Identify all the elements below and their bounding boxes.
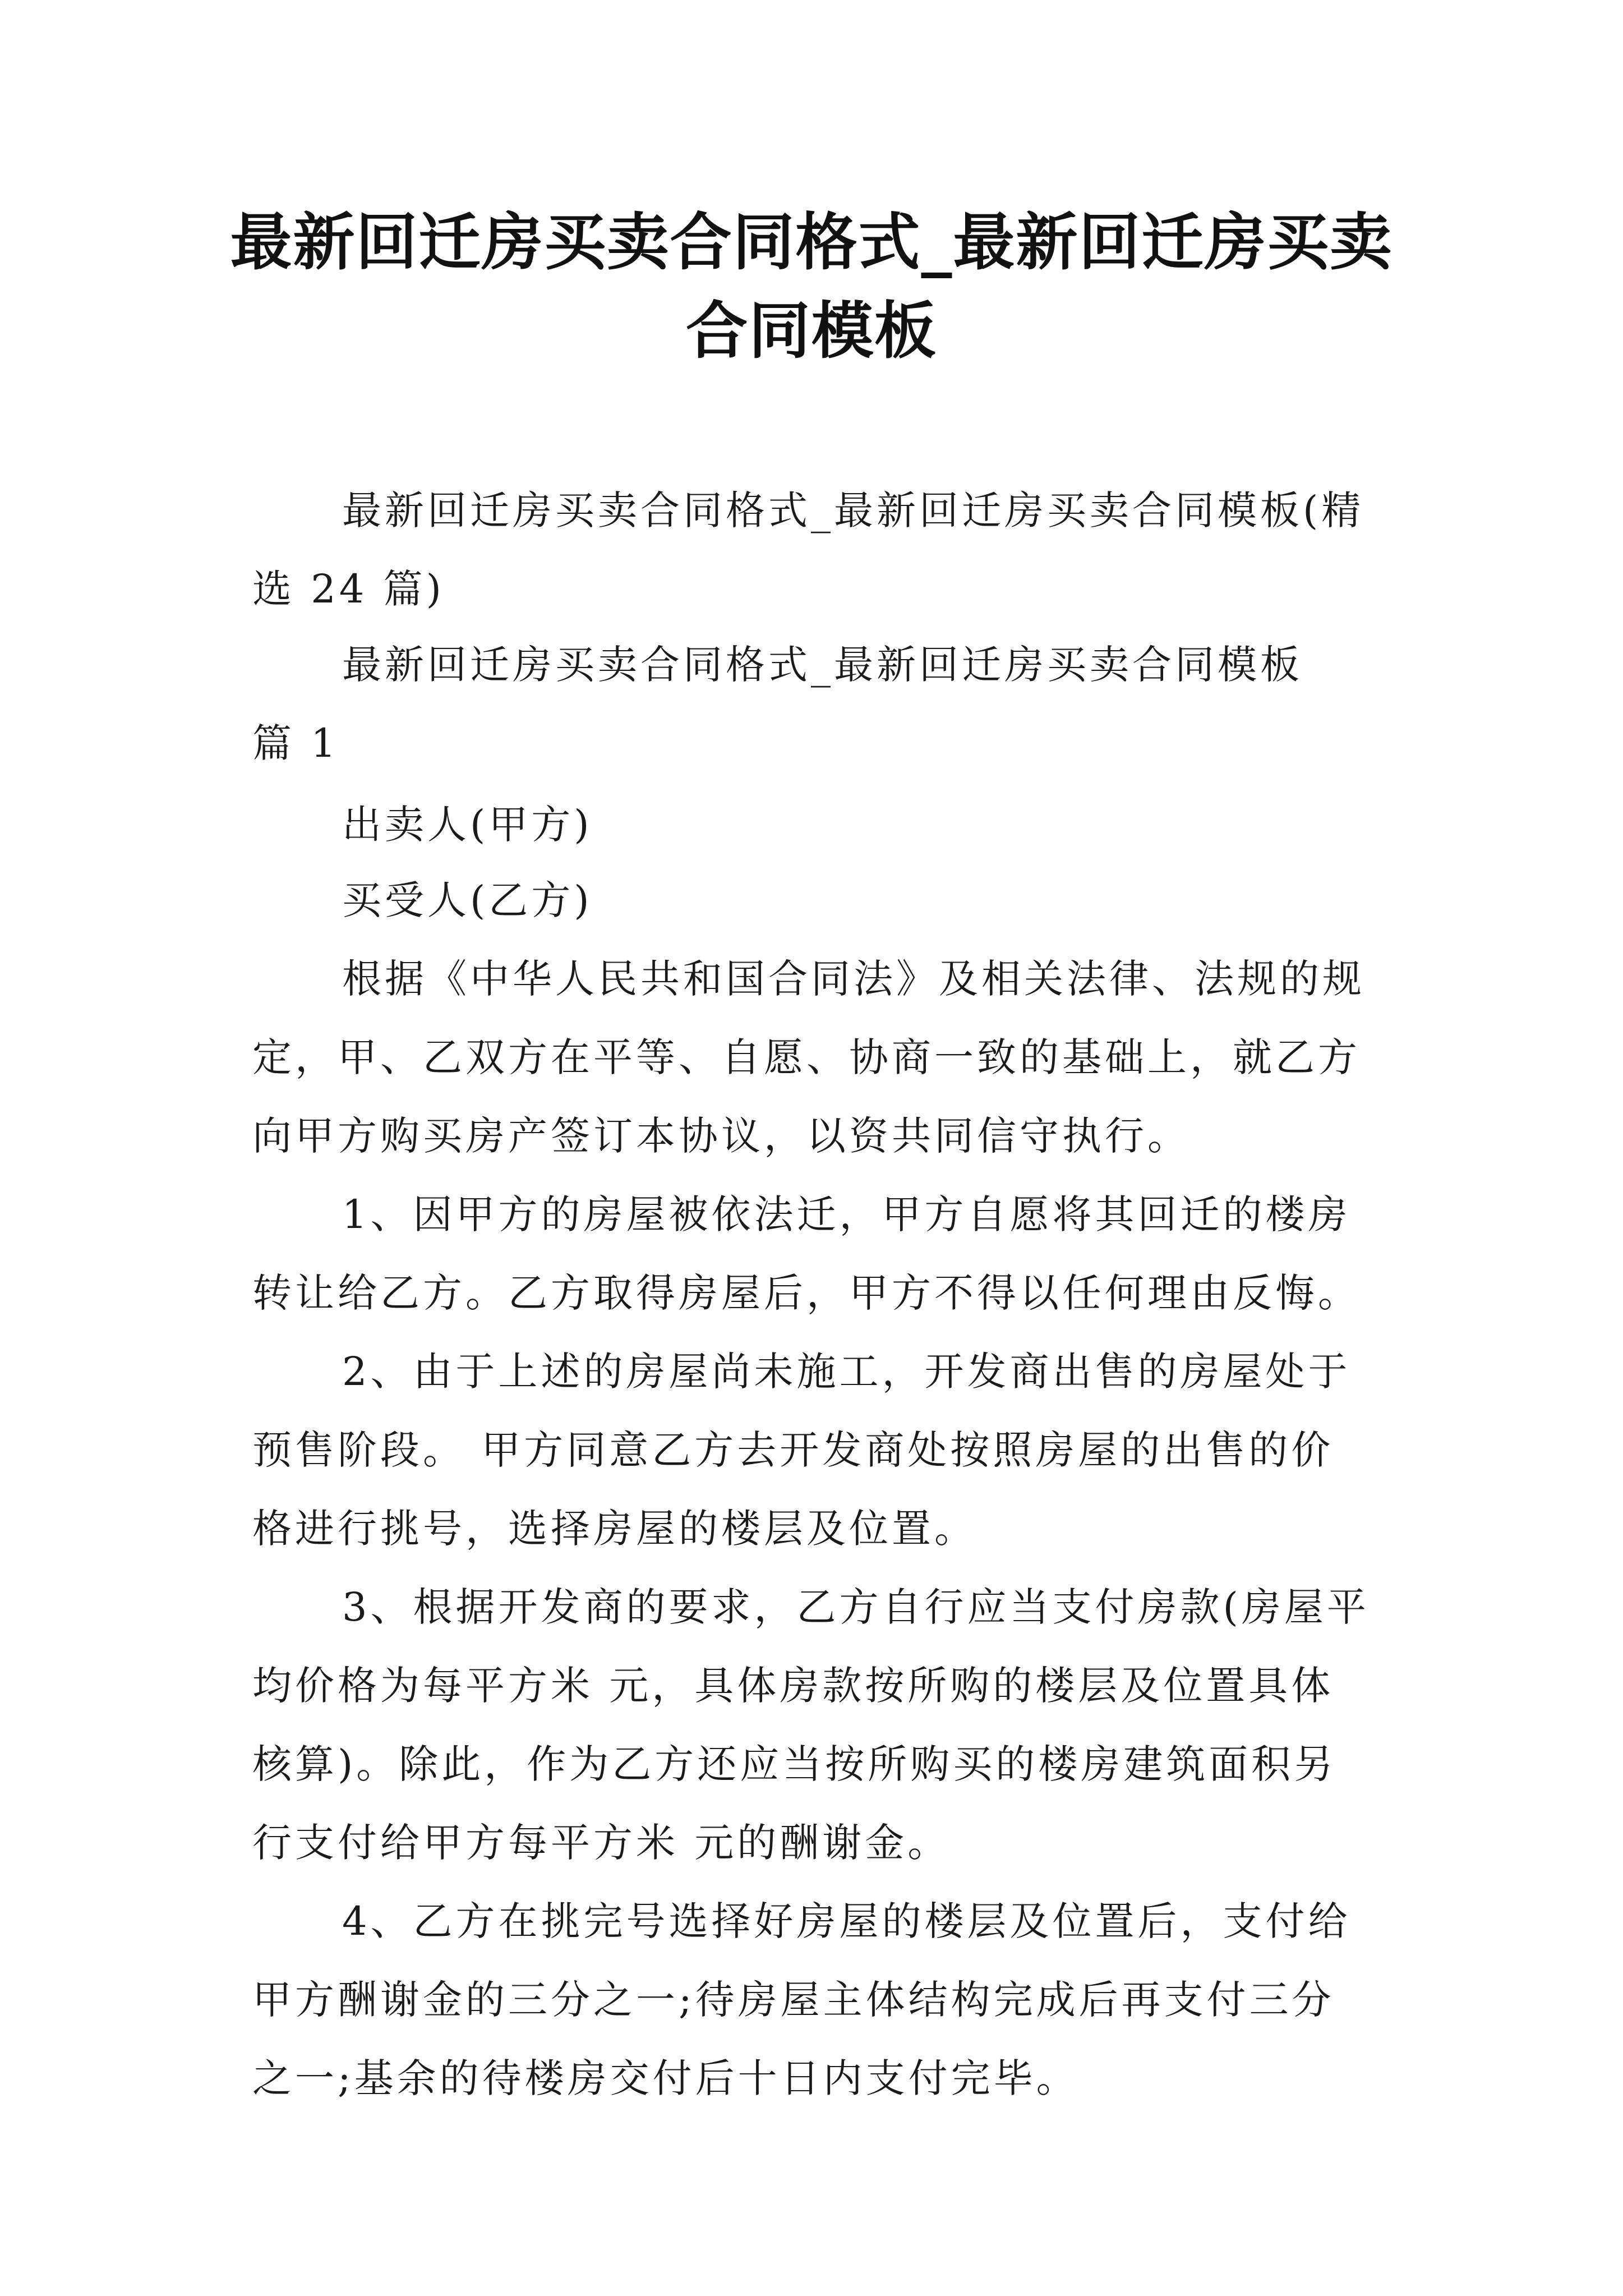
seller-line: 出卖人(甲方) bbox=[342, 802, 593, 848]
clause-2-line-3: 格进行挑号，选择房屋的楼层及位置。 bbox=[252, 1506, 977, 1552]
preamble-line-2: 定，甲、乙双方在平等、自愿、协商一致的基础上，就乙方 bbox=[252, 1034, 1361, 1080]
clause-3-line-3: 核算)。除此，作为乙方还应当按所购买的楼房建筑面积另 bbox=[252, 1741, 1337, 1787]
section-heading-line-2: 篇 1 bbox=[252, 720, 339, 766]
clause-4-line-2: 甲方酬谢金的三分之一;待房屋主体结构完成后再支付三分 bbox=[252, 1977, 1335, 2023]
intro-line-2: 选 24 篇) bbox=[252, 566, 445, 612]
clause-3-line-4: 行支付给甲方每平方米 元的酬谢金。 bbox=[252, 1820, 951, 1866]
clause-2-line-1: 2、由于上述的房屋尚未施工，开发商出售的房屋处于 bbox=[342, 1349, 1351, 1395]
preamble-line-1: 根据《中华人民共和国合同法》及相关法律、法规的规 bbox=[342, 956, 1365, 1002]
clause-1-line-2: 转让给乙方。乙方取得房屋后，甲方不得以任何理由反悔。 bbox=[252, 1270, 1361, 1316]
document-title-line-1: 最新回迁房买卖合同格式_最新回迁房买卖 bbox=[230, 206, 1393, 278]
clause-2-line-2: 预售阶段。 甲方同意乙方去开发商处按照房屋的出售的价 bbox=[252, 1427, 1334, 1473]
clause-3-line-1: 3、根据开发商的要求，乙方自行应当支付房款(房屋平 bbox=[342, 1584, 1370, 1630]
clause-1-line-1: 1、因甲方的房屋被依法迁，甲方自愿将其回迁的楼房 bbox=[342, 1191, 1351, 1237]
intro-line-1: 最新回迁房买卖合同格式_最新回迁房买卖合同模板(精 bbox=[342, 487, 1364, 533]
preamble-line-3: 向甲方购买房产签订本协议，以资共同信守执行。 bbox=[252, 1113, 1190, 1159]
clause-4-line-1: 4、乙方在挑完号选择好房屋的楼层及位置后，支付给 bbox=[342, 1898, 1351, 1944]
clause-4-line-3: 之一;基余的待楼房交付后十日内支付完毕。 bbox=[252, 2055, 1079, 2101]
section-heading-line-1: 最新回迁房买卖合同格式_最新回迁房买卖合同模板 bbox=[342, 642, 1303, 688]
document-title-line-2: 合同模板 bbox=[686, 295, 937, 367]
buyer-line: 买受人(乙方) bbox=[342, 877, 593, 923]
clause-3-line-2: 均价格为每平方米 元，具体房款按所购的楼层及位置具体 bbox=[252, 1663, 1334, 1709]
